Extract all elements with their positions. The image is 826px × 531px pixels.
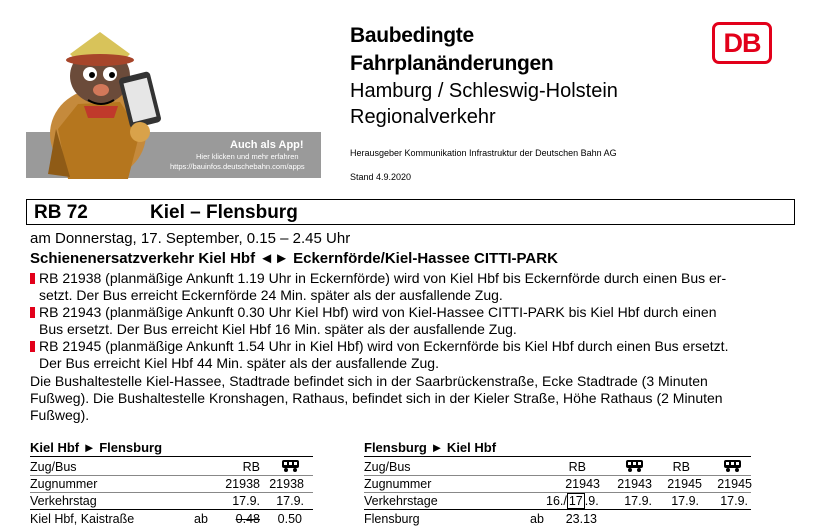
stops-info: Fußweg). <box>30 407 90 423</box>
app-banner-title[interactable]: Auch als App! <box>230 139 304 151</box>
column-type: RB <box>242 460 260 474</box>
notice-item-text: RB 21938 (planmäßige Ankunft 1.19 Uhr in Eckernförde) wird von Kiel Hbf bis Eckernförde durch einen Bus er- <box>39 270 727 286</box>
app-banner-subtitle[interactable]: Hier klicken und mehr erfahren <box>196 152 299 161</box>
route-bar <box>26 199 795 225</box>
notice-heading: Schienenersatzverkehr Kiel Hbf ◄► Eckernförde/Kiel-Hassee CITTI-PARK <box>30 250 558 267</box>
route-name: Kiel – Flensburg <box>150 202 298 223</box>
notice-item <box>30 304 717 320</box>
train-number: 21943 <box>617 477 652 491</box>
bus-icon <box>626 460 643 472</box>
train-number: 21945 <box>717 477 752 491</box>
table-rule <box>30 456 313 457</box>
service-day: 17.9. <box>232 494 260 508</box>
service-days <box>546 494 599 508</box>
departure-marker: ab <box>530 512 544 526</box>
publisher: Herausgeber Kommunikation Infrastruktur der Deutschen Bahn AG <box>350 148 617 158</box>
row-label: Verkehrstage <box>364 494 438 508</box>
train-number: 21938 <box>225 477 260 491</box>
notice-item-text: RB 21943 (planmäßige Ankunft 0.30 Uhr Kiel Hbf) wird von Kiel-Hassee CITTI-PARK bis Kiel Hbf durch einen <box>39 304 717 320</box>
table-rule <box>364 475 751 476</box>
departure-marker: ab <box>194 512 208 526</box>
departure-time: 0.50 <box>277 512 302 526</box>
table-rule <box>30 475 313 476</box>
departure-time: 23.13 <box>565 512 597 526</box>
service-day: 17.9. <box>276 494 304 508</box>
service-day: 17.9. <box>671 494 699 508</box>
train-number: 21945 <box>667 477 702 491</box>
region-line2: Regionalverkehr <box>350 106 496 128</box>
service-day-part: 16./ <box>546 494 567 508</box>
publication-date: Stand 4.9.2020 <box>350 172 412 182</box>
bullet-marker <box>30 273 35 284</box>
route-line-number: RB 72 <box>34 202 88 223</box>
table-rule <box>364 456 751 457</box>
notice-item-text: RB 21945 (planmäßige Ankunft 1.54 Uhr in Kiel Hbf) wird von Eckernförde bis Kiel Hbf durch einen Bus ersetzt. <box>39 338 729 354</box>
train-number: 21943 <box>565 477 600 491</box>
service-day: 17.9. <box>624 494 652 508</box>
row-label: Zugnummer <box>30 477 98 491</box>
row-label: Verkehrstag <box>30 494 97 508</box>
column-type: RB <box>568 460 586 474</box>
row-label: Zug/Bus <box>364 460 411 474</box>
train-number: 21938 <box>269 477 304 491</box>
notice-item <box>30 338 728 354</box>
service-day-part: .9. <box>584 494 599 508</box>
table-rule <box>30 509 313 510</box>
notice-item <box>30 270 726 286</box>
db-logo: DB <box>712 22 772 64</box>
mole-mascot-icon <box>28 14 168 179</box>
notice-item-text: Bus ersetzt. Der Bus erreicht Kiel Hbf 16 Min. später als der ausfallende Zug. <box>39 321 517 337</box>
table-rule <box>364 509 751 510</box>
table-title-left: Kiel Hbf ► Flensburg <box>30 440 163 455</box>
stop-name: Flensburg <box>364 512 420 526</box>
service-day: 17.9. <box>720 494 748 508</box>
table-rule <box>30 492 313 493</box>
table-rule <box>364 492 751 493</box>
service-day-highlight: 17 <box>568 494 583 508</box>
notice-item-text: Der Bus erreicht Kiel Hbf 44 Min. später als der ausfallende Zug. <box>39 355 439 371</box>
stops-info: Fußweg). Die Bushaltestelle Kronshagen, Rathaus, befindet sich in der Kieler Straße, Höhe Rathaus (2 Minuten <box>30 390 723 406</box>
column-type: RB <box>672 460 690 474</box>
row-label: Zug/Bus <box>30 460 77 474</box>
bullet-marker <box>30 307 35 318</box>
notice-item-text: setzt. Der Bus erreicht Eckernförde 24 Min. später als der ausfallende Zug. <box>39 287 503 303</box>
bus-icon <box>724 460 741 472</box>
stops-info: Die Bushaltestelle Kiel-Hassee, Stadtrade befindet sich in der Saarbrückenstraße, Ecke Stadtrade (3 Minuten <box>30 373 708 389</box>
row-label: Zugnummer <box>364 477 432 491</box>
page-title-line2: Fahrplanänderungen <box>350 52 554 75</box>
stop-name: Kiel Hbf, Kaistraße <box>30 512 135 526</box>
app-banner-url[interactable]: https://bauinfos.deutschebahn.com/apps <box>170 162 305 171</box>
notice-date: am Donnerstag, 17. September, 0.15 – 2.45 Uhr <box>30 230 351 247</box>
bus-icon <box>282 460 299 472</box>
table-title-right: Flensburg ► Kiel Hbf <box>364 440 497 455</box>
region-line1: Hamburg / Schleswig-Holstein <box>350 80 618 102</box>
page-title-line1: Baubedingte <box>350 24 474 47</box>
cancelled-time: 0.48 <box>235 512 260 526</box>
bullet-marker <box>30 341 35 352</box>
